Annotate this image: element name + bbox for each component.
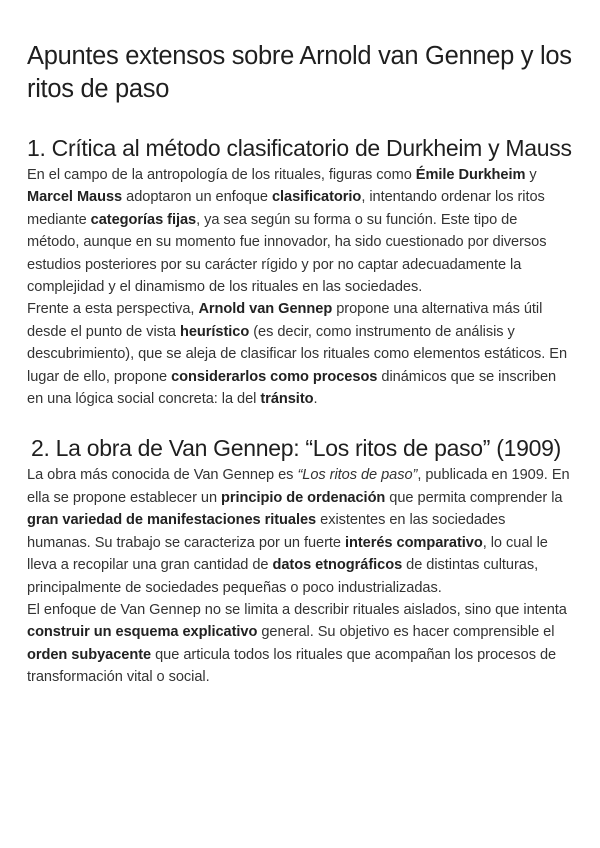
section-heading-ritos-de-paso: 2. La obra de Van Gennep: “Los ritos de paso” (1909): [31, 435, 561, 462]
book-title-ritos-de-paso: “Los ritos de paso”: [297, 467, 418, 484]
term-heuristico: heurístico: [179, 323, 250, 340]
term-gran-variedad: gran variedad de manifestaciones rituales: [27, 512, 317, 529]
term-emile-durkheim: Émile Durkheim: [415, 167, 526, 183]
term-clasificatorio: clasificatorio: [271, 189, 362, 206]
term-considerarlos-como-procesos: considerarlos como procesos: [171, 368, 378, 385]
term-esquema-explicativo: construir un esquema explicativo: [27, 624, 258, 641]
paragraph-classificatory-method: En el campo de la antropología de los rituales, figuras como Émile Durkheim y Marcel Mauss adoptaron un enfoque clasificatorio, intentando ordenar los ritos mediante categorías fijas, ya sea según su forma o su función. Este tipo de método, aunque en su momento fue innovador, ha sido cuestionado por diversos estudios posteriores por su carácter rígido y por no captar adecuadamente la complejidad y el dinamismo de los rituales en las sociedades.: [27, 167, 547, 296]
term-orden-subyacente: orden subyacente: [27, 646, 152, 663]
paragraph-esquema-explicativo: El enfoque de Van Gennep no se limita a describir rituales aislados, sino que intenta construir un esquema explicativo general. Su objetivo es hacer comprensible el orden subyacente que articula todos los rituales que acompañan los procesos de transformación vital o social.: [27, 601, 567, 686]
paragraph-van-gennep-alternative: Frente a esta perspectiva, Arnold van Gennep propone una alternativa más útil desde el punto de vista heurístico (es decir, como instrumento de análisis y descubrimiento), que se aleja de clasificar los rituales como elementos estáticos. En lugar de ello, propone considerarlos como procesos dinámicos que se inscriben en una lógica social concreta: la del tránsito.: [27, 301, 568, 408]
term-categorias-fijas: categorías fijas: [90, 211, 197, 228]
document-title: Apuntes extensos sobre Arnold van Gennep y los ritos de paso: [27, 42, 572, 103]
term-datos-etnograficos: datos etnográficos: [272, 557, 403, 574]
term-marcel-mauss: Marcel Mauss: [27, 189, 123, 206]
section-heading-durkheim-mauss: 1. Crítica al método clasificatorio de Durkheim y Mauss: [27, 135, 572, 161]
term-principio-de-ordenacion: principio de ordenación: [221, 489, 386, 506]
paragraph-obra-1909: La obra más conocida de Van Gennep es “Los ritos de paso”, publicada en 1909. En ella se propone establecer un principio de ordenación que permita comprender la gran variedad de manifestaciones rituales existentes en las sociedades humanas. Su trabajo se caracteriza por un fuerte interés comparativo, lo cual le lleva a recopilar una gran cantidad de datos etnográficos de distintas culturas, principalmente de sociedades pequeñas o poco industrializadas.: [27, 467, 570, 596]
term-transito: tránsito: [260, 391, 314, 408]
term-interes-comparativo: interés comparativo: [344, 534, 483, 551]
term-arnold-van-gennep: Arnold van Gennep: [198, 301, 333, 318]
